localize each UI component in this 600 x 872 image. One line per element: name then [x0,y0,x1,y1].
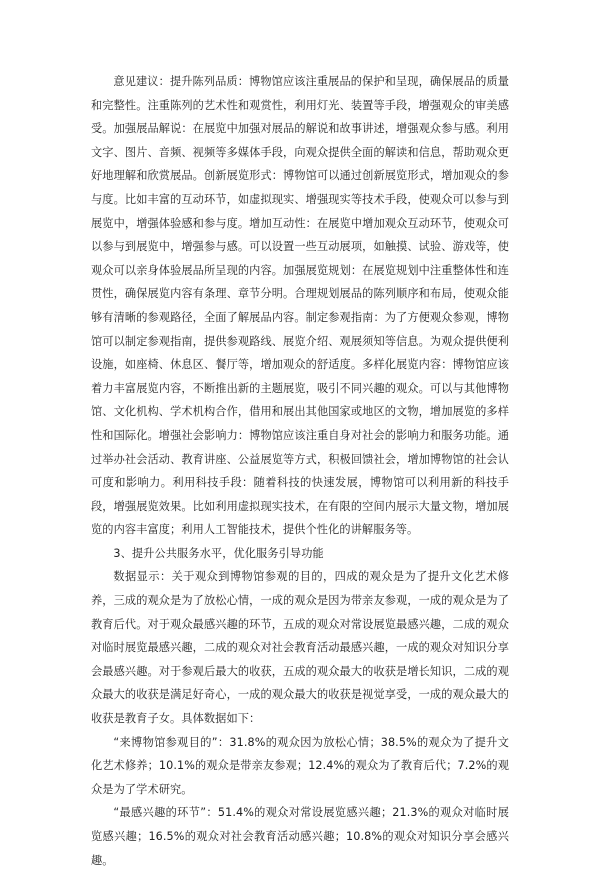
interest-paragraph: “最感兴趣的环节”：51.4%的观众对常设展览感兴趣；21.3%的观众对临时展览感兴趣；16.5%的观众对社会教育活动感兴趣；10.8%的观众对知识分享会感兴趣。 [91,806,509,867]
document-body [91,70,509,872]
suggestions-paragraph: 意见建议：提升陈列品质：博物馆应该注重展品的保护和呈现，确保展品的质量和完整性。注重陈列的艺术性和观赏性，利用灯光、装置等手段，增强观众的审美感受。加强展品解说：在展览中加强对展品的解说和故事讲述，增强观众参与感。利用文字、图片、音频、视频等多媒体手段，向观众提供全面的解读和信息，帮助观众更好地理解和欣赏展品。创新展览形式：博物馆可以通过创新展览形式，增加观众的参与度。比如丰富的互动环节，如虚拟现实、增强现实等技术手段，使观众可以参与到展览中，增强体验感和参与度。增加互动性：在展览中增加观众互动环节，使观众可以参与到展览中，增强参与感。可以设置一些互动展项，如触摸、试验、游戏等，使观众可以亲身体验展品所呈现的内容。加强展览规划：在展览规划中注重整体性和连贯性，确保展览内容有条理、章节分明。合理规划展品的陈列顺序和布局，使观众能够有清晰的参观路径，全面了解展品内容。制定参观指南：为了方便观众参观，博物馆可以制定参观指南，提供参观路线、展览介绍、观展须知等信息。为观众提供便利设施，如座椅、休息区、餐厅等，增加观众的舒适度。多样化展览内容：博物馆应该着力丰富展览内容，不断推出新的主题展览，吸引不同兴趣的观众。可以与其他博物馆、文化机构、学术机构合作，借用和展出其他国家或地区的文物，增加展览的多样性和国际化。增强社会影响力：博物馆应该注重自身对社会的影响力和服务功能。通过举办社会活动、教育讲座、公益展览等方式，积极回馈社会，增加博物馆的社会认可度和影响力。利用科技手段：随着科技的快速发展，博物馆可以利用新的科技手段，增强展览效果。比如利用虚拟现实技术，在有限的空间内展示大量文物，增加展览的内容丰富度；利用人工智能技术，提供个性化的讲解服务等。 [91,75,509,537]
data-summary-paragraph: 数据显示：关于观众到博物馆参观的目的，四成的观众是为了提升文化艺术修养，三成的观众是为了放松心情，一成的观众是因为带亲友参观，一成的观众是为了教育后代。对于观众最感兴趣的环节，五成的观众对常设展览最感兴趣，二成的观众对临时展览最感兴趣，二成的观众对社会教育活动最感兴趣，一成的观众对知识分享会最感兴趣。对于参观后最大的收获，五成的观众最大的收获是增长知识，二成的观众最大的收获是满足好奇心，一成的观众最大的收获是视觉享受，一成的观众最大的收获是教育子女。具体数据如下： [91,570,509,726]
section-heading: 3、提升公共服务水平，优化服务引导功能 [113,546,324,560]
visit-purpose-paragraph: “来博物馆参观目的”：31.8%的观众因为放松心情；38.5%的观众为了提升文化艺术修养；10.1%的观众是带亲友参观；12.4%的观众为了教育后代；7.2%的观众是为了学术研究。 [91,735,509,796]
